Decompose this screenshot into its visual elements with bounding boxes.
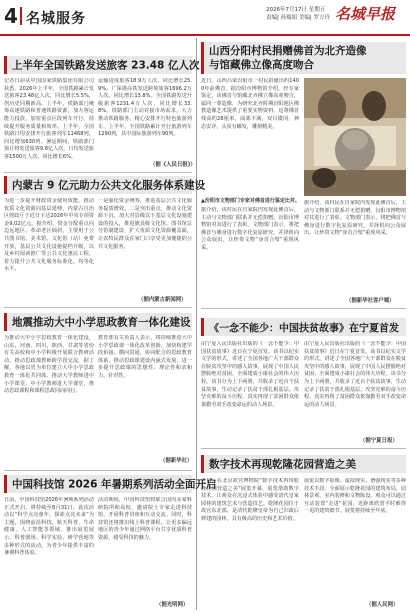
article-museum-col1: 日前，中国科技馆2026年暑期系列活动正式开启，将持续至8月31日。此次活动以“科学点亮童年，探索点亮未来”为主题，围绕前沿科技、航天科普、生命健康、人工智能等领域，推出展览展示、科普剧场、科学实验、研学营地等多种形式的活动，为青少年提供丰富的暑期科普体验。 [4, 497, 94, 557]
section-rule [4, 172, 192, 173]
masthead [0, 0, 410, 36]
headline-accent [4, 176, 7, 194]
article-book-col1: 由宁夏人民出版社出版的《一念不能少：中国扶贫故事》近日在宁夏首发。该书以纪实文学的形式，讲述了全国各地广大干部群众在脱贫攻坚中的感人故事，展现了中国人民摆脱绝对贫困、全面建成小康社会的伟大历程。该书分为上下两册，共收录了近百个扶贫故事，生动记录了扶贫干部扎根基层、攻坚克难的奋斗历程，真实再现了贫困群众依靠勤劳双手改变命运的动人场景。 [201, 341, 299, 408]
headline-text: 中国科技馆 2026 年暑期系列活动全面开启 [12, 478, 217, 491]
article-mongolia-col1: 为进一步提升财政资金使用效能，推动优质文化资源向基层延伸，内蒙古自治区财政厅于近日下达2026年中央专项资金9.02亿元。据介绍，资金分配重点向边远地区、革命老区倾斜，主要用于公共图书馆、美术馆、文化馆（站）免费开放，基层公共文化设施提档升级，以及乡村阅读推广等公共文化惠民工程，着力提升公共文化服务标准化、均等化水平。 [4, 198, 94, 273]
brand-logo: 名城早报 [335, 5, 396, 23]
headline-line2: 与馆藏佛立像高度吻合 [209, 59, 314, 71]
headline-accent [201, 318, 204, 336]
headline-buddha-head [201, 42, 406, 74]
article-garden-col1: 近日，在北京故宫博物院“数字技术再现乾隆花园营造之美”展览开幕，展览借助数字技术，让观众在沉浸式体验中感受清代皇家园林的建筑艺术与营造技艺。乾隆花园位于故宫东北部，是清代乾隆皇帝为自己归政后修建的园林，具有极高的历史和艺术价值。 [201, 478, 299, 522]
headline-accent [4, 475, 7, 493]
article-garden-col2: 展览以数字影像、虚拟现实、增强现实等多种技术手段，全面展示乾隆花园的建筑布局、园林景观、室内装修和文物陈设。观众可以通过互动装置“走进”花园，近距离欣赏平时难得一见的建筑细节。展览将持续至年底。 [304, 478, 406, 515]
date-line: 2026年7月17日 星期五 [266, 7, 326, 13]
credit-railway: （据《人民日报》） [150, 162, 196, 168]
headline-accent [4, 56, 7, 74]
photo-caption: ▲汾阳市文物部门专家对佛首进行鉴定比对。 [201, 198, 300, 204]
headline-text: 上半年全国铁路发送旅客 23.48 亿人次 [12, 59, 200, 72]
article-mongolia-col2: 一是强化资金统筹，推进基层公共文化服务提质增效。二是突出重点，推动文化资源下沉，加大对县级以下基层文化设施建设的投入，推进旗县级文化馆、图书馆总分馆制建设，扩大优质文化资源覆盖面，让农牧民群众在家门口享受更加便捷的公共文化服务。 [98, 198, 192, 250]
headline-science-museum [4, 475, 217, 493]
masthead-info [266, 6, 330, 22]
credit-garden: （据人民网） [366, 602, 399, 608]
headline-accent [201, 42, 204, 74]
headline-poverty-book [201, 318, 406, 336]
editor-line: 责编| 孙瑞娟 美编| 罗方玲 [266, 15, 330, 21]
article-education-col1: 为推动大中小学思政教育一体化建设，山东、河南、四川、陕西、甘肃等省份有关高校和中小学积极开展联合教研活动，推动思政课教师跨学段交流。据了解，各地以省为单位建立大中小学思政教育一体化共同体，推动大学教师进中小学课堂、中小学教师进大学课堂，推动思政课程和课程思政同向同行。 [4, 335, 94, 395]
section-rule [4, 307, 192, 308]
article-railway-col2: 运输进度旅客18.9万人次，同比增长25.9%。广深港高铁发送跨境旅客1696.2万人次，同比增长13.8%。全国铁路发送升级旅客1231.4万人次，同比增长33.8%。铁路部门主动对接市场需求，大力推动铁路服务，精心安排开行特色旅游列车。上半年，全国铁路累计开行旅游列车1290列，其中国际旅游列车90列。 [98, 78, 192, 138]
article-railway-col1: 记者日前从中国国家铁路集团有限公司获悉，2026年上半年，全国铁路累计发送旅客23.48亿人次，同比增长5.5%，创历史同期新高。上半年，铁路部门统筹高速铁路和普速铁路资源，加大客运能力投放，加密重点区段列车开行，持续提升服务质量和效率。上半年，全国铁路日均安排开行旅客列车11468列，同比增加630列。暑运期间，铁路部门预计将发送旅客9.8亿人次，日均发送旅客1500万人次，同比增长6%。 [4, 78, 94, 160]
section-rule [201, 448, 406, 449]
headline-accent [201, 455, 204, 473]
headline-text: 内蒙古 9 亿元助力公共文化服务体系建设 [12, 179, 206, 192]
credit-book: （据宁夏日报） [360, 438, 398, 444]
article-museum-col2: 活动期间，中国科技馆将联合国内多家科研院所和高校，邀请院士专家走进科技馆，开展科普讲座和互动交流。同时，科技馆还将推出线上科普课程，让更多偏远地区的青少年通过网络平台共享优质科普资源，感受科技的魅力。 [98, 497, 192, 541]
headline-ideology-education [4, 313, 192, 331]
article-buddha-col2: 据介绍，该村民在自家院内发现此佛首后，主动与文物部门联系并无偿捐赠。汾阳市博物馆对其进行了表彰。文物部门表示，将把佛首与佛身进行数字化复原研究，并择机向公众展出，让珍贵文物“身首合璧”重现风采。 [304, 200, 406, 237]
headline-qianlong-garden [201, 455, 406, 473]
article-book-col2: 由宁夏人民出版社出版的《一念不能少：中国扶贫故事》近日在宁夏首发。该书以纪实文学的形式，讲述了全国各地广大干部群众在脱贫攻坚中的感人故事，展现了中国人民摆脱绝对贫困、全面建成小康社会的伟大历程。该书分为上下两册，共收录了近百个扶贫故事，生动记录了扶贫干部扎根基层、攻坚克难的奋斗历程，真实再现了贫困群众依靠勤劳双手改变命运的动人场景。 [304, 341, 406, 408]
article-buddha-col2a: 据介绍，该村民在自家院内发现此佛首后，主动与文物部门联系并无偿捐赠。汾阳市博物馆对其进行了表彰。文物部门表示，将把佛首与佛身进行数字化复原研究，并择机向公众展出，让珍贵文物“身首合璧”重现风采。 [201, 207, 299, 251]
headline-text-block [209, 44, 367, 72]
article-education-col2: 教育部有关负责人表示，将持续推进大中小学思政课一体化改革创新，加快构建学段衔接、横向贯通、协同配合的思政教育体系，推动思政课建设内涵式发展，进一步提升思政课的思想性、理论性和亲和力、针对性。 [98, 335, 192, 379]
section-title: 名城服务 [26, 11, 86, 27]
section-rule [4, 470, 192, 471]
page-number: 4 [4, 4, 18, 28]
headline-accent [4, 313, 7, 331]
headline-inner-mongolia [4, 176, 206, 194]
headline-line1: 山西分阳村民捐赠佛首为北齐造像 [209, 45, 367, 57]
masthead-divider [20, 7, 22, 25]
headline-text: 数字技术再现乾隆花园营造之美 [209, 458, 356, 471]
article-buddha-col1: 近日，山西吕梁汾阳市一村民捐献出约1400年前佛首。据汾阳市博物馆介绍，经专家鉴定，该佛首与馆藏北齐佛立像高度吻合，属同一尊造像，为研究北齐时期汾阳地区佛教造像艺术提供了重要实物资料。这尊佛首残高约28厘米，面部丰满，双目微闭，神态安详，头顶有螺发，雕刻精美。 [201, 78, 299, 130]
credit-mongolia: （据内蒙古新闻网） [138, 297, 187, 303]
credit-education: （据新华社） [160, 458, 193, 464]
buddha-photo [304, 78, 406, 196]
section-rule [201, 308, 406, 309]
headline-text: 《一念不能少：中国扶贫故事》在宁夏首发 [209, 323, 399, 335]
column-divider [196, 38, 197, 610]
headline-railway [4, 56, 200, 74]
credit-museum: （据光明网） [156, 602, 189, 608]
credit-buddha: （据新华社客户端） [346, 298, 395, 304]
headline-text: 地震推动大中小学思政教育一体化建设 [12, 316, 191, 329]
